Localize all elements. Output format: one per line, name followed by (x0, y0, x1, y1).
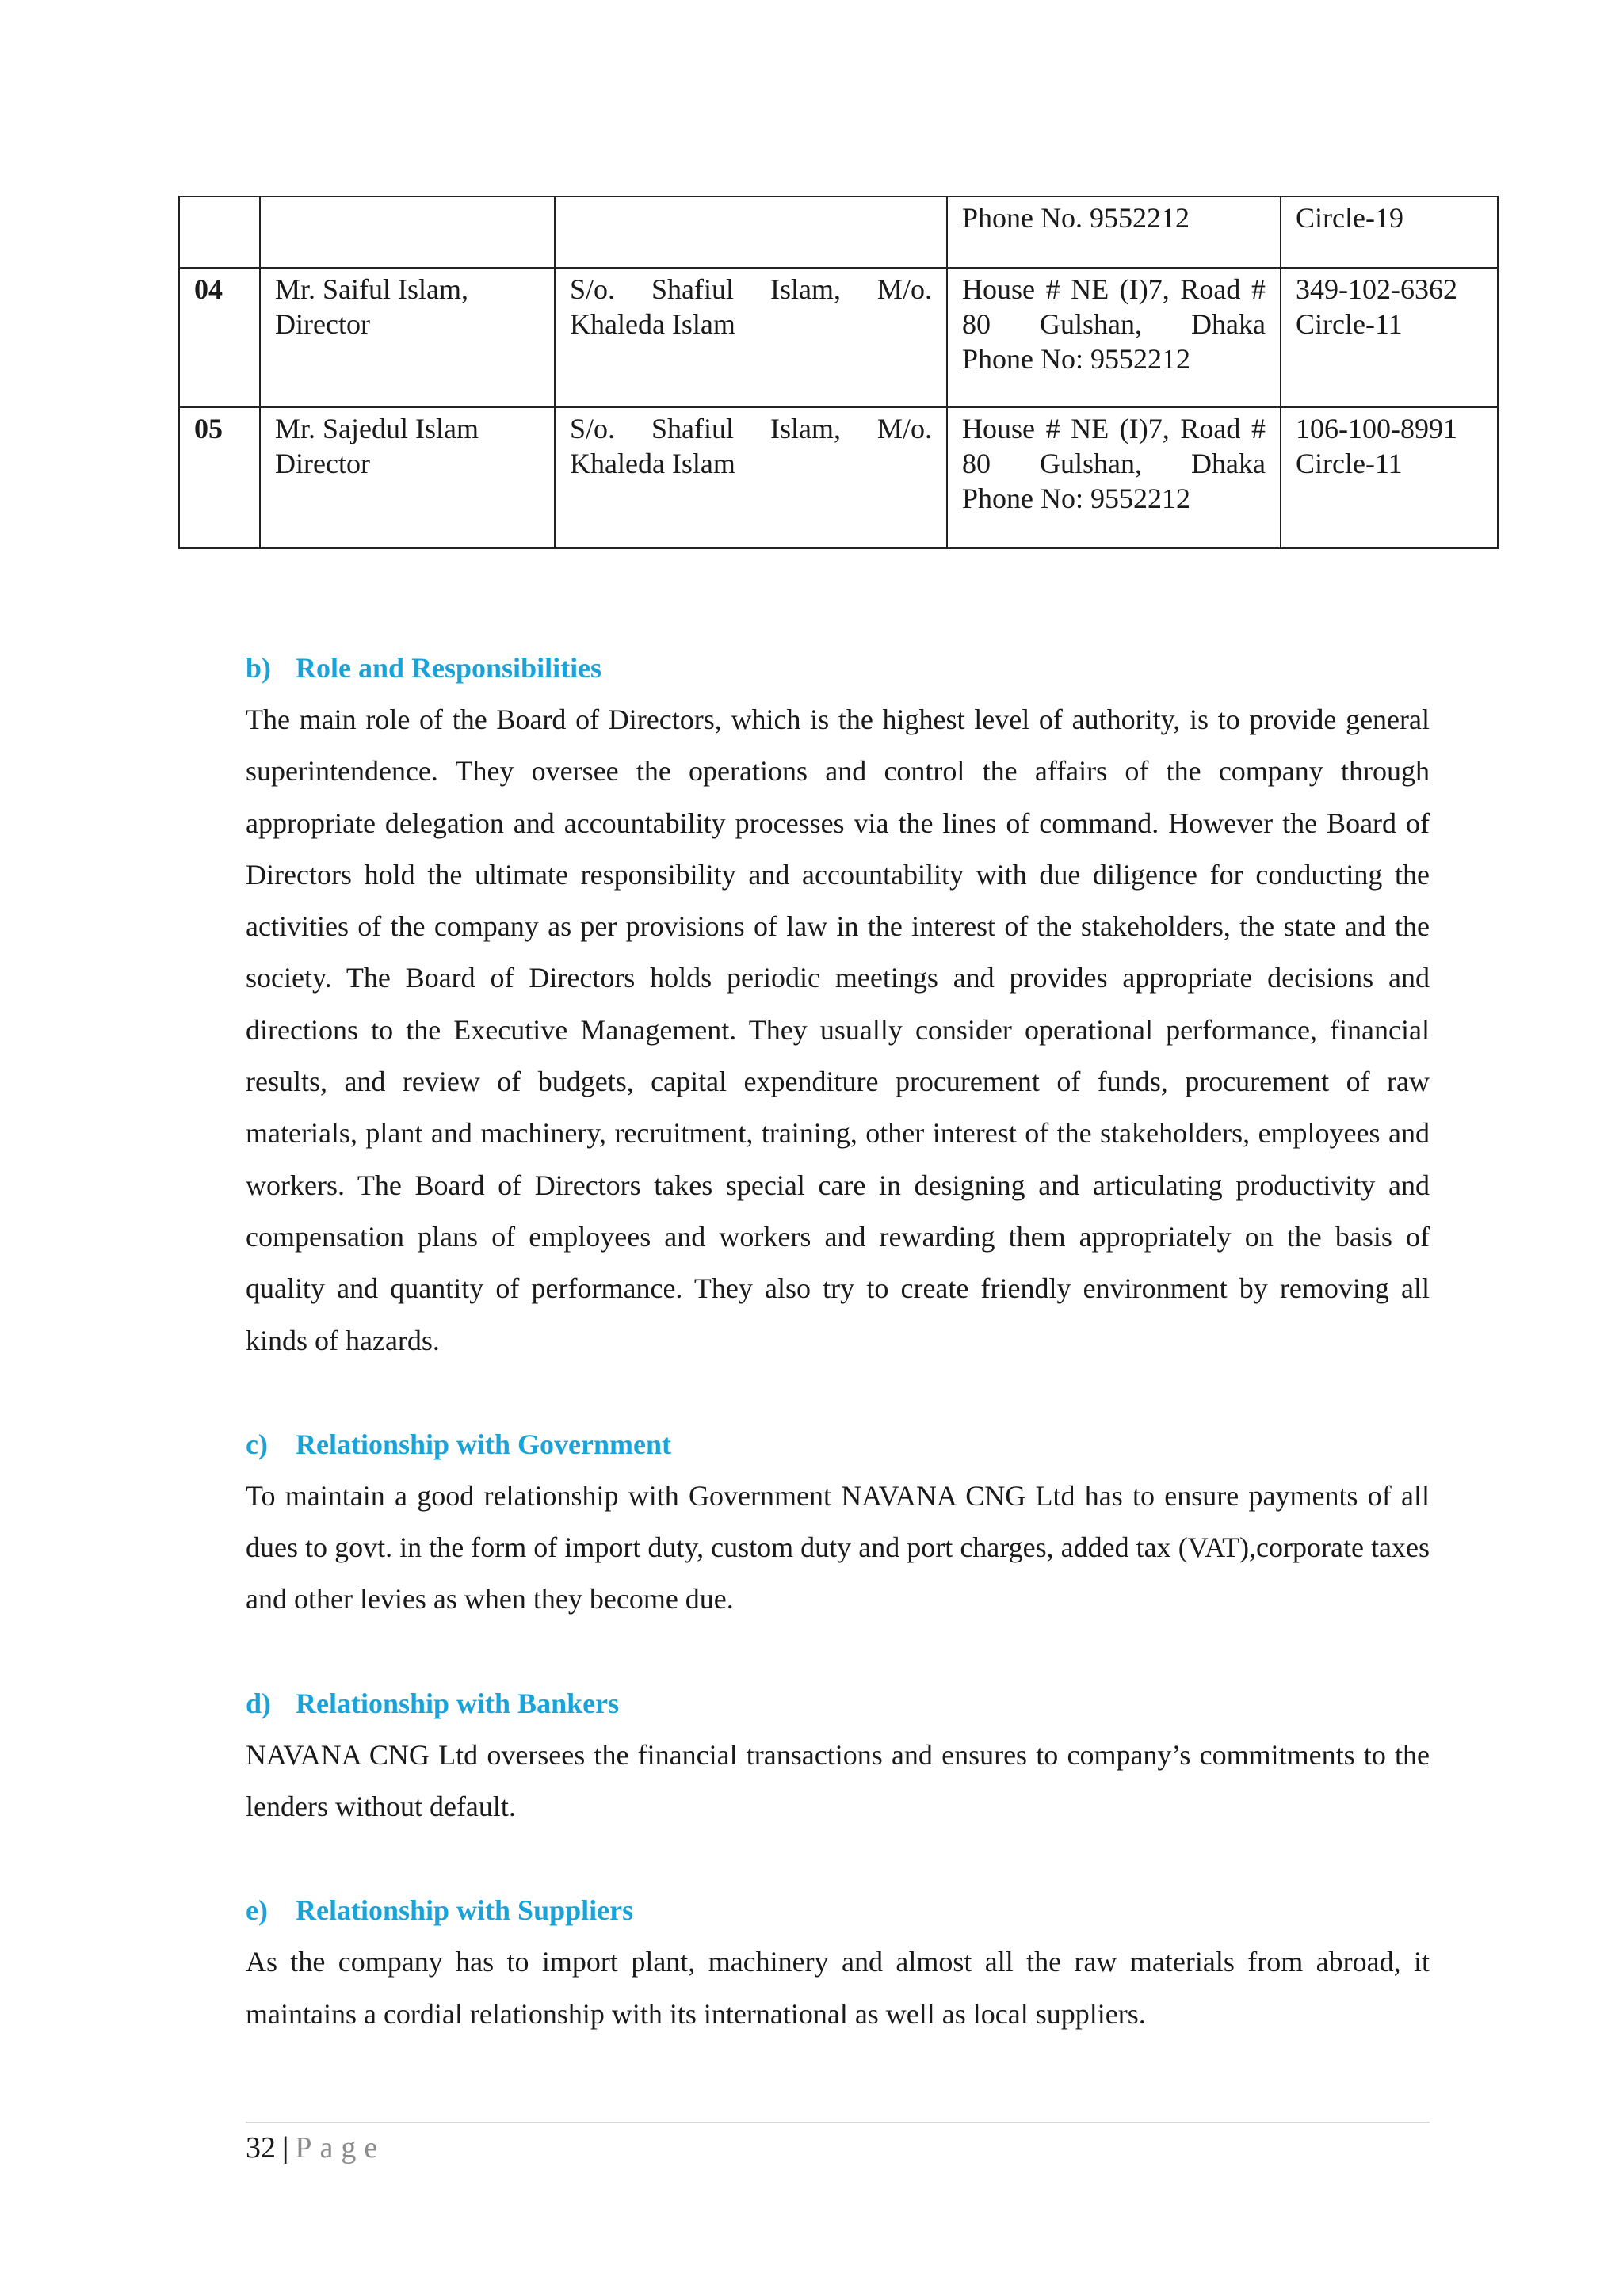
cell-address: House # NE (I)7, Road # 80 Gulshan, Dhaka Phone No: 9552212 (947, 268, 1281, 407)
cell-tin: Circle-19 (1281, 196, 1498, 268)
cell-name: Mr. Sajedul Islam Director (260, 407, 555, 548)
table-row (179, 268, 1498, 407)
page-number: 32 (246, 2131, 276, 2164)
cell-address: Phone No. 9552212 (947, 196, 1281, 268)
cell-name: Mr. Saiful Islam, Director (260, 268, 555, 407)
cell-name (260, 196, 555, 268)
section-heading (246, 1677, 1430, 1730)
cell-tin: 349-102-6362 Circle-11 (1281, 268, 1498, 407)
section-title: Relationship with Bankers (296, 1687, 620, 1719)
page-label: Page (295, 2131, 386, 2164)
section-bankers (246, 1677, 1430, 1833)
section-title: Role and Responsibilities (296, 652, 602, 684)
directors-table (178, 196, 1499, 549)
section-body: To maintain a good relationship with Government NAVANA CNG Ltd has to ensure payments of all dues to govt. in the form of import duty, custom duty and port charges, added tax (VAT),corporate taxes and other levies as when they become due. (246, 1479, 1430, 1615)
section-body: The main role of the Board of Directors, which is the highest level of authority, is to provide general superintendence. They oversee the operations and control the affairs of the company through appropriate delegation and accountability processes via the lines of command. However the Board of Directors hold the ultimate responsibility and accountability with due diligence for conducting the activities of the company as per provisions of law in the interest of the stakeholders, the state and the society. The Board of Directors holds periodic meetings and provides appropriate decisions and directions to the Executive Management. They usually consider operational performance, financial results, and review of budgets, capital expenditure procurement of funds, procurement of raw materials, plant and machinery, recruitment, training, other interest of the stakeholders, employees and workers. The Board of Directors takes special care in designing and articulating productivity and compensation plans of employees and workers and rewarding them appropriately on the basis of quality and quantity of performance. They also try to create friendly environment by removing all kinds of hazards. (246, 704, 1430, 1356)
section-letter: b) (246, 652, 272, 684)
table-row (179, 196, 1498, 268)
cell-address: House # NE (I)7, Road # 80 Gulshan, Dhaka Phone No: 9552212 (947, 407, 1281, 548)
section-heading (246, 1418, 1430, 1470)
cell-parentage: S/o. Shafiul Islam, M/o. Khaleda Islam (555, 407, 947, 548)
table-row (179, 407, 1498, 548)
cell-serial: 05 (179, 407, 260, 548)
cell-tin: 106-100-8991 Circle-11 (1281, 407, 1498, 548)
section-letter: e) (246, 1894, 268, 1927)
section-title: Relationship with Government (296, 1428, 672, 1460)
cell-parentage (555, 196, 947, 268)
section-suppliers (246, 1884, 1430, 2040)
section-heading (246, 1884, 1430, 1936)
section-letter: d) (246, 1687, 272, 1719)
section-title: Relationship with Suppliers (296, 1894, 634, 1927)
cell-serial: 04 (179, 268, 260, 407)
cell-parentage: S/o. Shafiul Islam, M/o. Khaleda Islam (555, 268, 947, 407)
footer-separator: | (282, 2131, 289, 2164)
page-footer (246, 2128, 385, 2168)
main-content (246, 642, 1430, 2040)
section-role-responsibilities (246, 642, 1430, 1367)
section-heading (246, 642, 1430, 694)
section-letter: c) (246, 1428, 268, 1460)
footer-divider (246, 2122, 1430, 2123)
section-body: NAVANA CNG Ltd oversees the financial transactions and ensures to company’s commitments to the lenders without default. (246, 1738, 1430, 1823)
cell-serial (179, 196, 260, 268)
section-body: As the company has to import plant, machinery and almost all the raw materials from abroad, it maintains a cordial relationship with its international as well as local suppliers. (246, 1946, 1430, 2030)
section-government (246, 1418, 1430, 1626)
